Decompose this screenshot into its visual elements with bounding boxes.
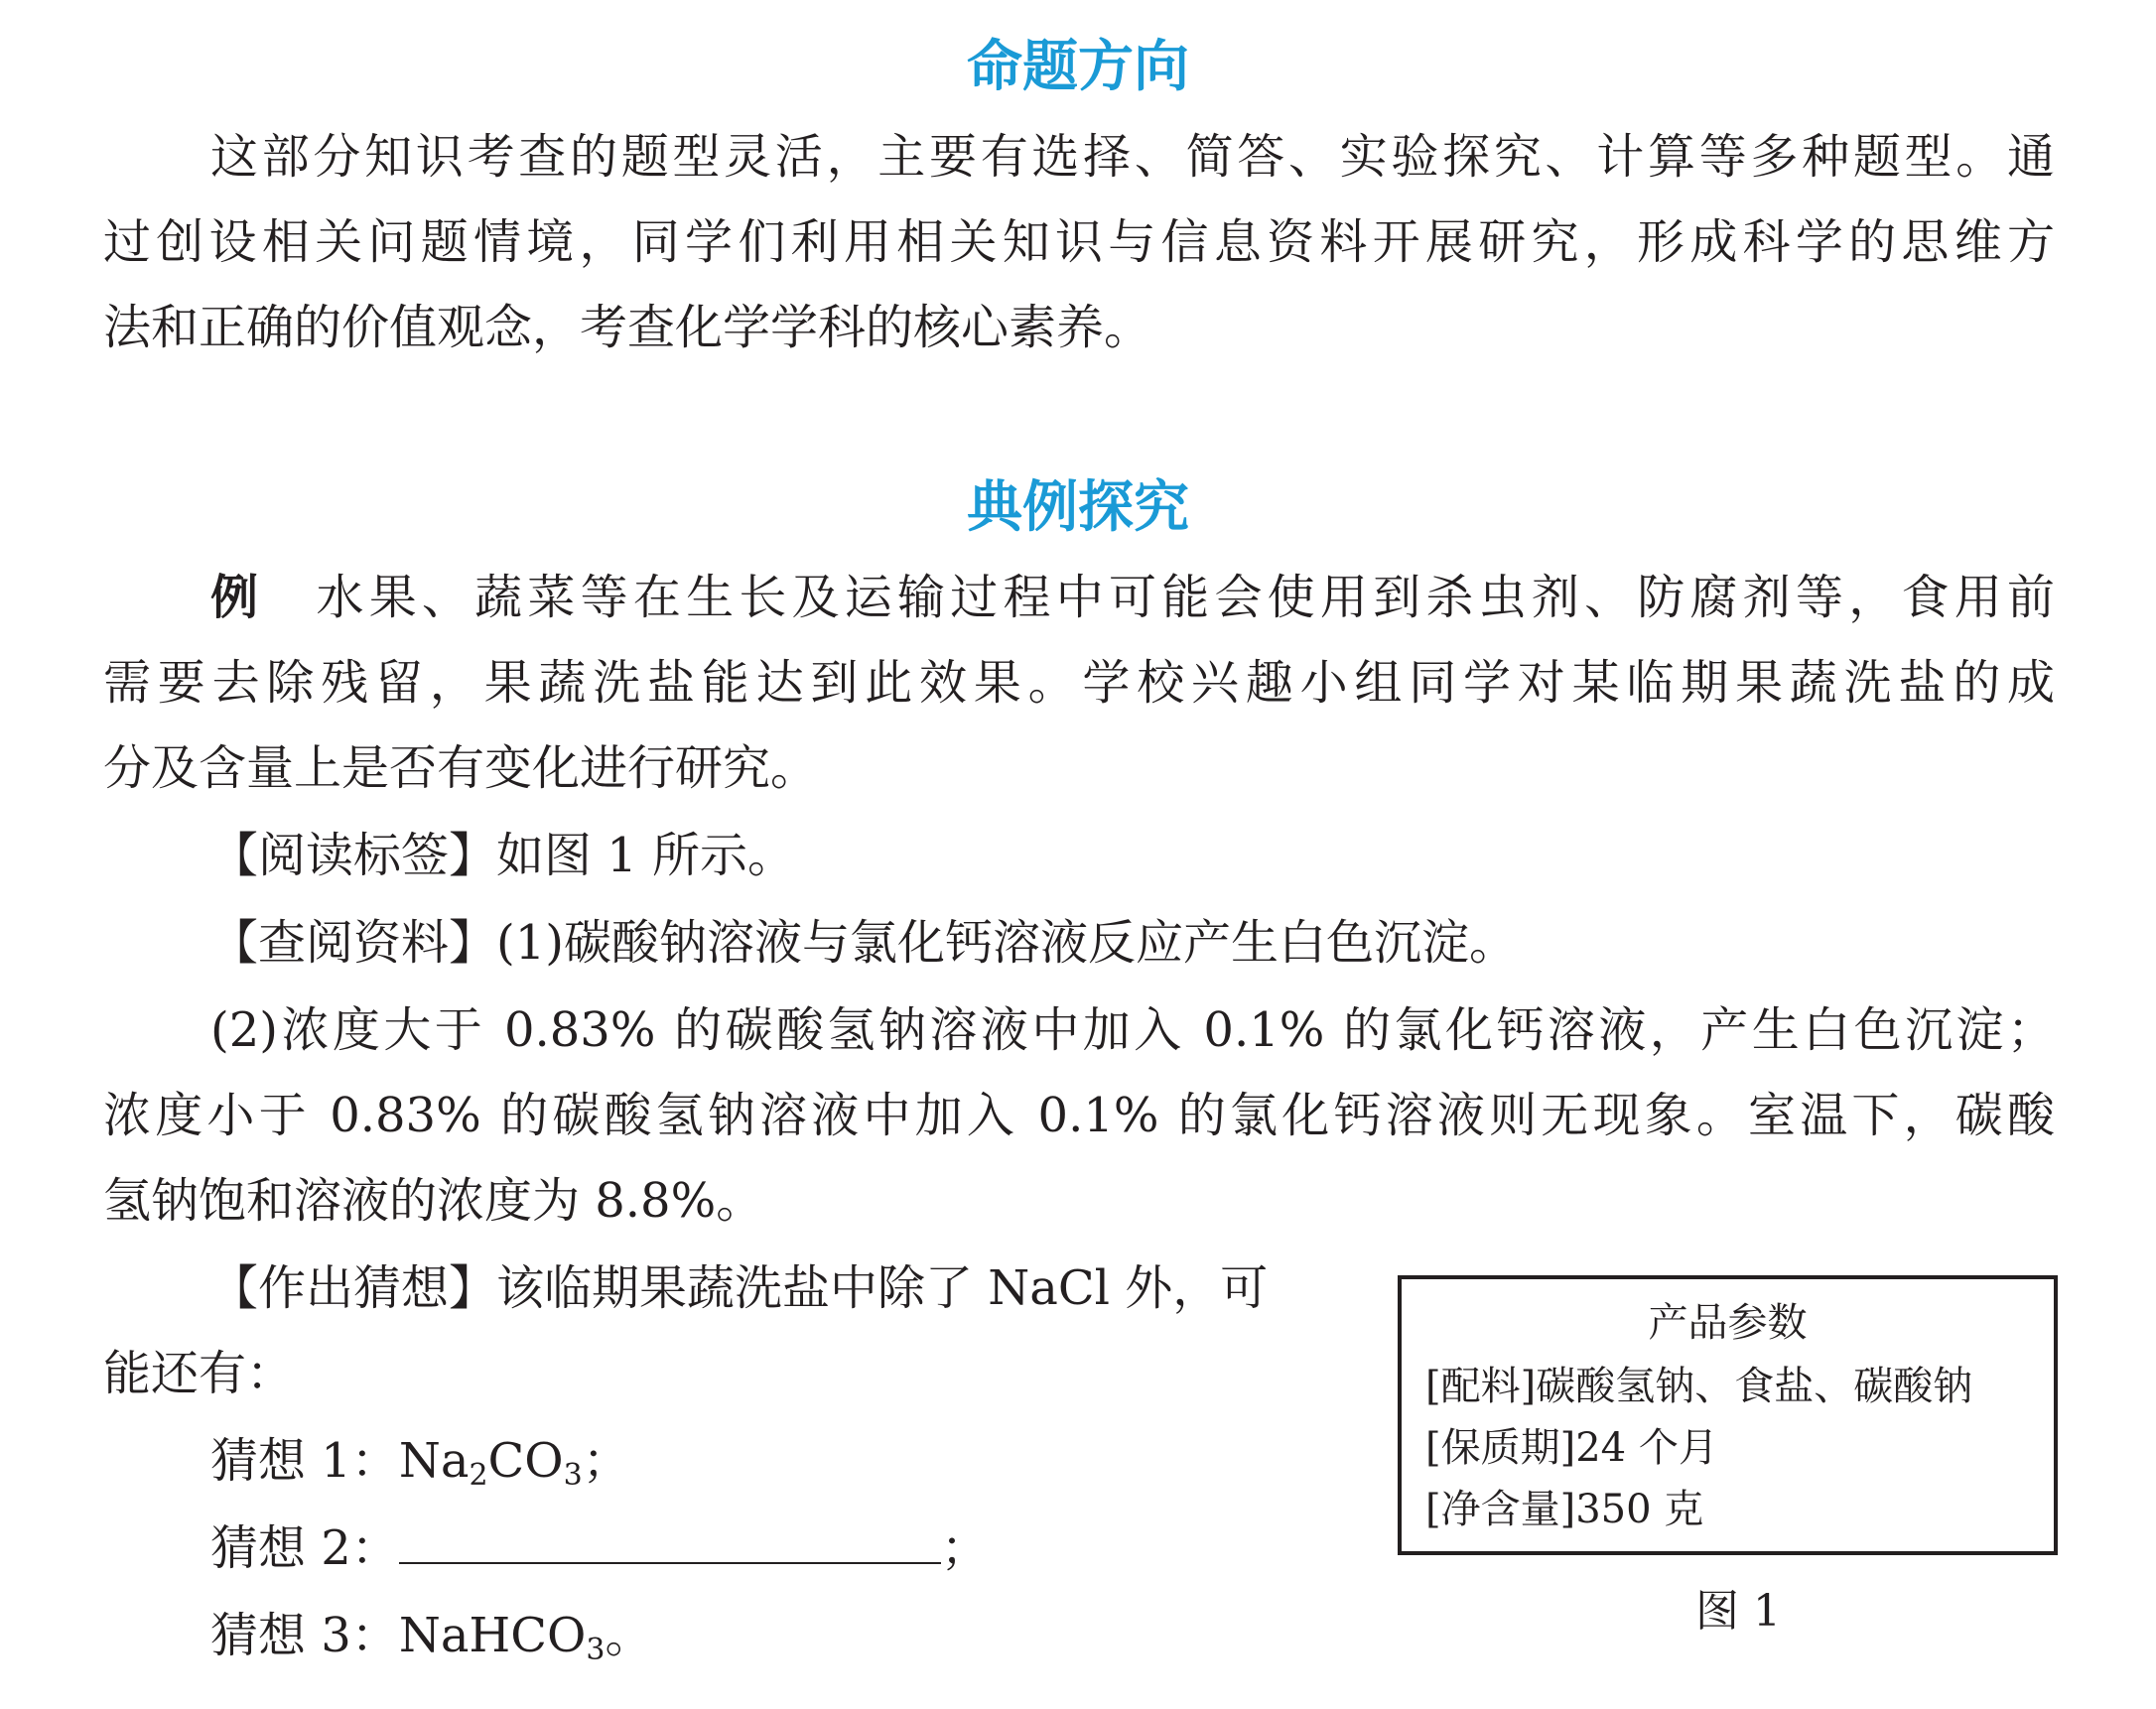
guess-1-end: ；	[582, 1433, 630, 1489]
guess-1-formula-co: CO	[487, 1433, 564, 1489]
reference-line-2: 浓度小于 0.83% 的碳酸氢钠溶液中加入 0.1% 的氯化钙溶液则无现象。室温下，碳酸	[103, 1088, 2055, 1143]
guess-1-sub-1: 2	[469, 1458, 488, 1493]
guess-2-end: ；	[940, 1520, 989, 1576]
figure-row-shelf-life: [保质期]24 个月	[1425, 1425, 1718, 1471]
guess-1-formula-na: Na	[398, 1433, 470, 1489]
guess-2-answer-blank[interactable]	[399, 1522, 941, 1564]
section-title-direction: 命题方向	[967, 35, 1189, 99]
guess-1-label: 猜想 1：	[210, 1433, 399, 1489]
reference-line-2: (2)浓度大于 0.83% 的碳酸氢钠溶液中加入 0.1% 的氯化钙溶液，产生白色沉淀；	[210, 1002, 2055, 1058]
example-line: 需要去除残留，果蔬洗盐能达到此效果。学校兴趣小组同学对某临期果蔬洗盐的成	[103, 655, 2055, 711]
product-label-figure	[1398, 1275, 2058, 1555]
guess-3-end: 。	[605, 1608, 653, 1663]
figure-title: 产品参数	[1648, 1300, 1808, 1346]
paragraph-line: 这部分知识考查的题型灵活，主要有选择、简答、实验探究、计算等多种题型。通	[210, 129, 2055, 185]
paragraph-line: 过创设相关问题情境，同学们利用相关知识与信息资料开展研究，形成科学的思维方	[103, 214, 2055, 270]
example-first-line	[210, 570, 2055, 627]
guess-2-label: 猜想 2：	[210, 1520, 399, 1576]
paragraph-line: 法和正确的价值观念，考查化学学科的核心素养。	[103, 300, 1152, 355]
example-text: 水果、蔬菜等在生长及运输过程中可能会使用到杀虫剂、防腐剂等，食用前	[316, 570, 2055, 625]
reference-line-1: 【查阅资料】(1)碳酸钠溶液与氯化钙溶液反应产生白色沉淀。	[210, 915, 1517, 971]
guess-3-formula: NaHCO	[398, 1608, 587, 1663]
section-title-example: 典例探究	[967, 475, 1189, 540]
reference-line-2: 氢钠饱和溶液的浓度为 8.8%。	[103, 1173, 764, 1229]
hypothesis-line: 能还有：	[103, 1346, 295, 1401]
figure-row-net-content: [净含量]350 克	[1425, 1487, 1704, 1532]
guess-1-sub-2: 3	[563, 1458, 583, 1493]
example-line: 分及含量上是否有变化进行研究。	[103, 740, 819, 796]
figure-row-ingredients: [配料]碳酸氢钠、食盐、碳酸钠	[1425, 1364, 1973, 1409]
read-label-line: 【阅读标签】如图 1 所示。	[210, 828, 796, 883]
example-label: 例	[210, 570, 264, 625]
figure-caption: 图 1	[1695, 1586, 1781, 1637]
guess-3-label: 猜想 3：	[210, 1608, 399, 1663]
guess-3-sub: 3	[586, 1633, 606, 1667]
hypothesis-line: 【作出猜想】该临期果蔬洗盐中除了 NaCl 外，可	[210, 1260, 1269, 1316]
